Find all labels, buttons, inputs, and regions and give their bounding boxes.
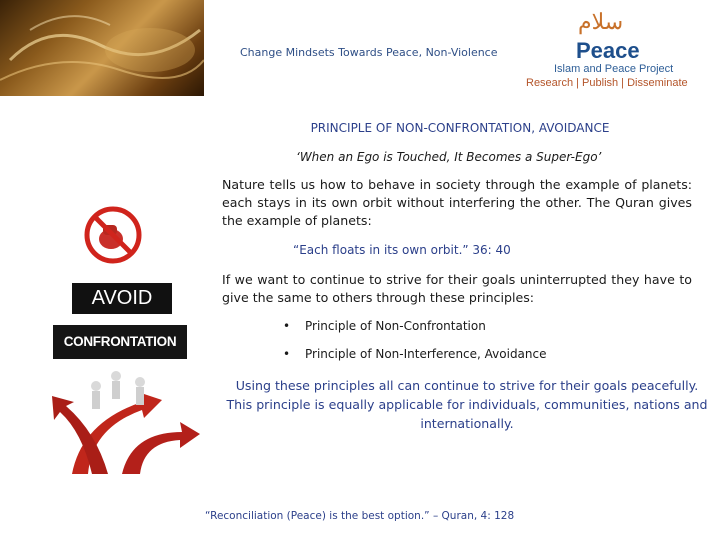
slide-title: PRINCIPLE OF NON-CONFRONTATION, AVOIDANCE	[310, 121, 610, 135]
logo-subtitle: Islam and Peace Project	[554, 63, 674, 75]
logo-wordmark: Peace	[576, 38, 640, 63]
no-fighting-icon	[83, 205, 143, 265]
footer-quote: “Reconciliation (Peace) is the best option.” – Quran, 4: 128	[205, 510, 515, 522]
bullet-item	[283, 347, 547, 361]
header-tagline: Change Mindsets Towards Peace, Non-Violence	[240, 46, 498, 59]
calligraphy-header-image	[0, 0, 204, 96]
diverging-arrows-illustration	[52, 362, 202, 474]
logo-taglines: Research | Publish | Disseminate	[526, 77, 688, 89]
avoid-sign: AVOID	[72, 283, 172, 314]
bullet-item	[283, 319, 486, 333]
slide-subtitle: ‘When an Ego is Touched, It Becomes a Super-Ego’	[296, 150, 602, 164]
bullet-symbol: •	[283, 347, 291, 361]
paragraph-planets: Nature tells us how to behave in society through the example of planets: each stays in its own orbit without interfering the other. The Quran gives the example of planets:	[222, 177, 692, 228]
bullet-text: Principle of Non-Confrontation	[305, 319, 486, 333]
quran-quote: “Each floats in its own orbit.” 36: 40	[293, 243, 511, 257]
bullet-text: Principle of Non-Interference, Avoidance	[305, 347, 547, 361]
bullet-symbol: •	[283, 319, 291, 333]
logo-arabic-text: سلام	[578, 10, 624, 35]
confrontation-sign: CONFRONTATION	[53, 325, 187, 359]
paragraph-principles: If we want to continue to strive for their goals uninterrupted they have to give the same to others through these principles:	[222, 272, 692, 305]
peace-logo	[526, 10, 716, 94]
conclusion-text: Using these principles all can continue to strive for their goals peacefully. This principle is equally applicable for individuals, communities, nations and internationally.	[226, 378, 708, 431]
